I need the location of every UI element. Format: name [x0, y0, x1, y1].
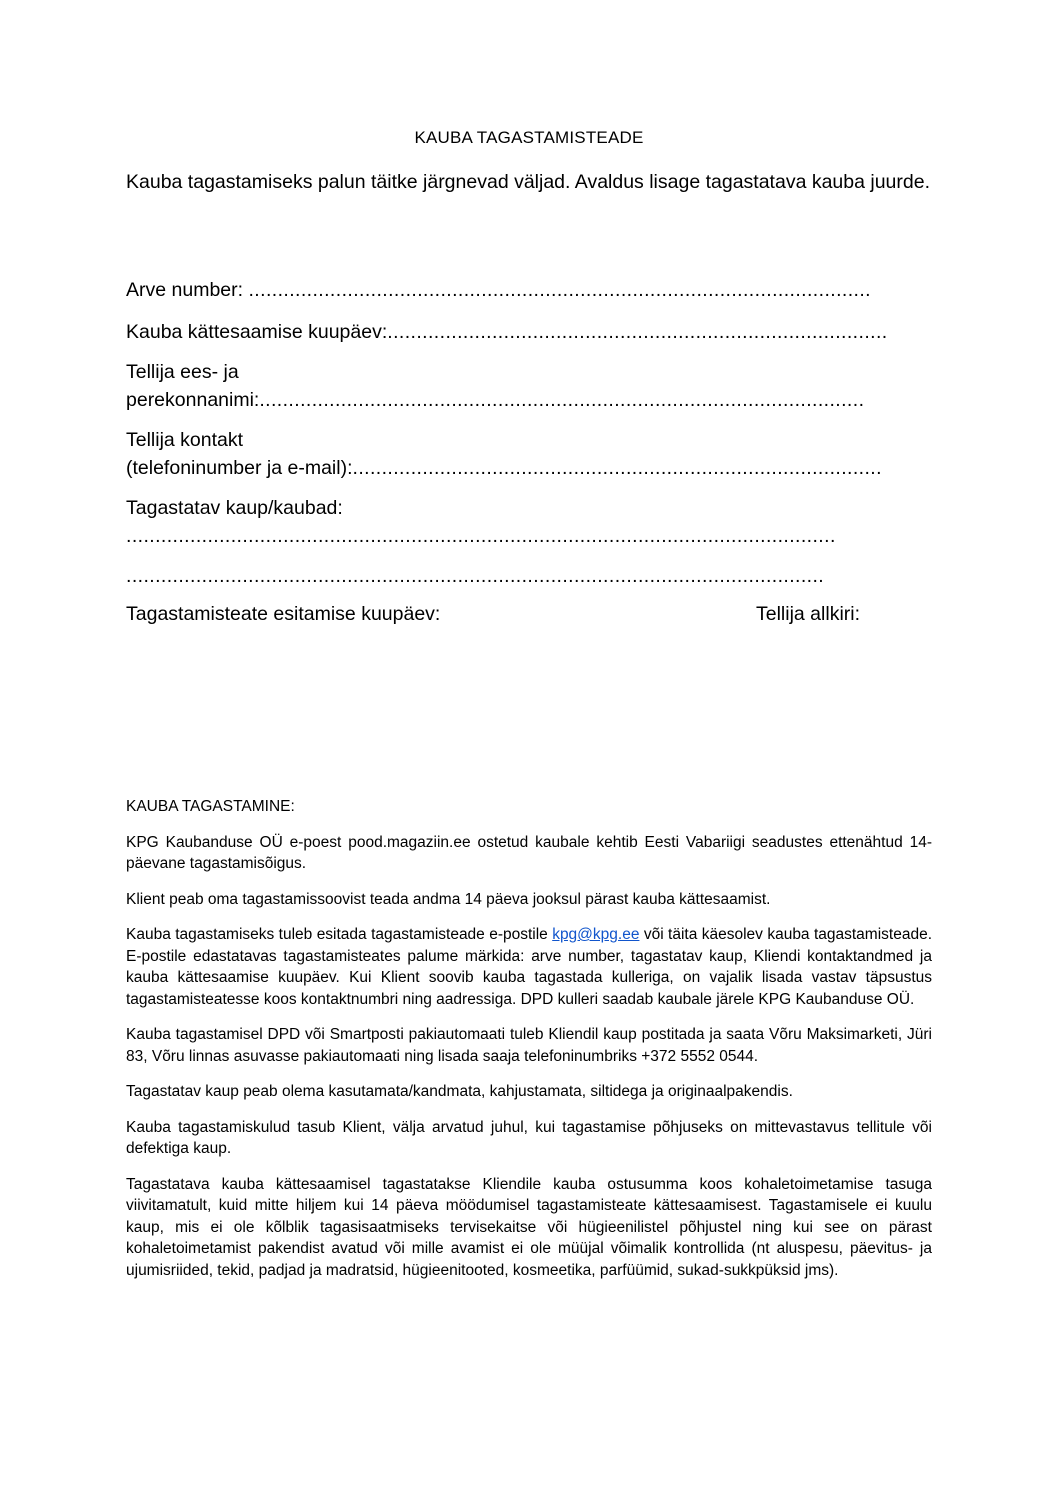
- returned-goods-fill-line-2[interactable]: ........................................................................................................................: [126, 565, 825, 587]
- returns-paragraph-7: Tagastatava kauba kättesaamisel tagastatakse Kliendile kauba ostusumma koos kohaletoimetamise tasuga viivitamatult, kuid mitte hiljem kui 14 päeva möödumisel tagastamisteate kättesaamisest. Tagastamisele ei kuulu kaup, mis ei ole kõlblik tagasisaatmiseks tervisekaitse või hügieenilistel põhjustel ning kui see on pärast kohaletoimetamist pakendist avatud või mille avamist ei ole müüjal võimalik kontrollida (nt aluspesu, päevitus- ja ujumisriided, tekid, padjad ja madratsid, hügieenitooted, kosmeetika, parfüümid, sukad-sukkpüksid jms).: [126, 1175, 932, 1279]
- customer-contact-label-line-1: [126, 426, 936, 454]
- returned-goods-label-line: [126, 494, 936, 522]
- customer-contact-field[interactable]: [126, 454, 936, 482]
- returns-paragraph-1: KPG Kaubanduse OÜ e-poest pood.magaziin.ee ostetud kaubale kehtib Eesti Vabariigi seadustes ettenähtud 14-päevane tagastamisõigus.: [126, 833, 932, 872]
- returns-paragraph-6: Kauba tagastamiskulud tasub Klient, välja arvatud juhul, kui tagastamise põhjuseks on mittevastavus tellitule või defektiga kaup.: [126, 1118, 932, 1157]
- returned-goods-label: Tagastatav kaup/kaubad:: [126, 497, 343, 519]
- customer-name-label-line-1: [126, 358, 936, 386]
- returns-paragraph-3: [126, 924, 932, 1010]
- returns-policy-section: [126, 796, 932, 1295]
- returns-paragraph-2: Klient peab oma tagastamissoovist teada andma 14 päeva jooksul pärast kauba kättesaamist.: [126, 890, 771, 908]
- received-date-fill-line[interactable]: ......................................................................................: [387, 321, 888, 343]
- customer-name-label-2: perekonnanimi:: [126, 389, 260, 411]
- returns-paragraph-4: Kauba tagastamisel DPD või Smartposti pakiautomaati tuleb Kliendil kaup postitada ja saata Võru Maksimarketi, Jüri 83, Võru linnas asuvasse pakiautomaati ning lisada saaja telefoninumbriks +372 5552 0544.: [126, 1026, 932, 1065]
- customer-name-field[interactable]: [126, 386, 936, 414]
- returned-goods-fill-line-1[interactable]: ..........................................................................................................................: [126, 525, 836, 547]
- customer-name-label-1: Tellija ees- ja: [126, 361, 239, 383]
- received-date-label: Kauba kättesaamise kuupäev:: [126, 321, 388, 343]
- returns-paragraph-3-end: või täita käesolev kauba tagastamisteade. E-postile edastatavas tagastamisteates palume märkida: arve number, tagastatav kaup, Kliendi kontaktandmed ja kauba kättesaamise kuupäev. Kui Klient soovib kauba tagastada kulleriga, on vajalik lisada vastav täpsustus tagastamisteatesse koos kontaktnumbri ning aadressiga. DPD kulleri saadab kaubale järele KPG Kaubanduse OÜ.: [126, 926, 932, 1008]
- returns-heading: KAUBA TAGASTAMINE:: [126, 798, 295, 815]
- returns-paragraph-5: Tagastatav kaup peab olema kasutamata/kandmata, kahjustamata, siltidega ja originaalpakendis.: [126, 1083, 793, 1100]
- customer-contact-label-2: (telefoninumber ja e-mail):: [126, 457, 353, 479]
- email-link[interactable]: kpg@kpg.ee: [552, 926, 640, 943]
- invoice-number-field[interactable]: [126, 276, 936, 304]
- received-date-field[interactable]: [126, 318, 936, 346]
- customer-signature-label[interactable]: Tellija allkiri:: [756, 603, 861, 625]
- customer-contact-fill-line[interactable]: ...........................................................................................: [352, 457, 882, 479]
- invoice-number-fill-line[interactable]: ...........................................................................................................: [248, 279, 871, 301]
- customer-contact-label-1: Tellija kontakt: [126, 429, 244, 451]
- returns-paragraph-3-start: Kauba tagastamiseks tuleb esitada tagastamisteade e-postile: [126, 926, 553, 943]
- submission-date-label[interactable]: Tagastamisteate esitamise kuupäev:: [126, 603, 441, 625]
- intro-text: Kauba tagastamiseks palun täitke järgnevad väljad. Avaldus lisage tagastatava kauba juurde.: [126, 171, 931, 193]
- page-title: KAUBA TAGASTAMISTEADE: [414, 128, 644, 147]
- invoice-number-label: Arve number:: [126, 279, 244, 301]
- customer-name-fill-line[interactable]: ........................................................................................................: [259, 389, 865, 411]
